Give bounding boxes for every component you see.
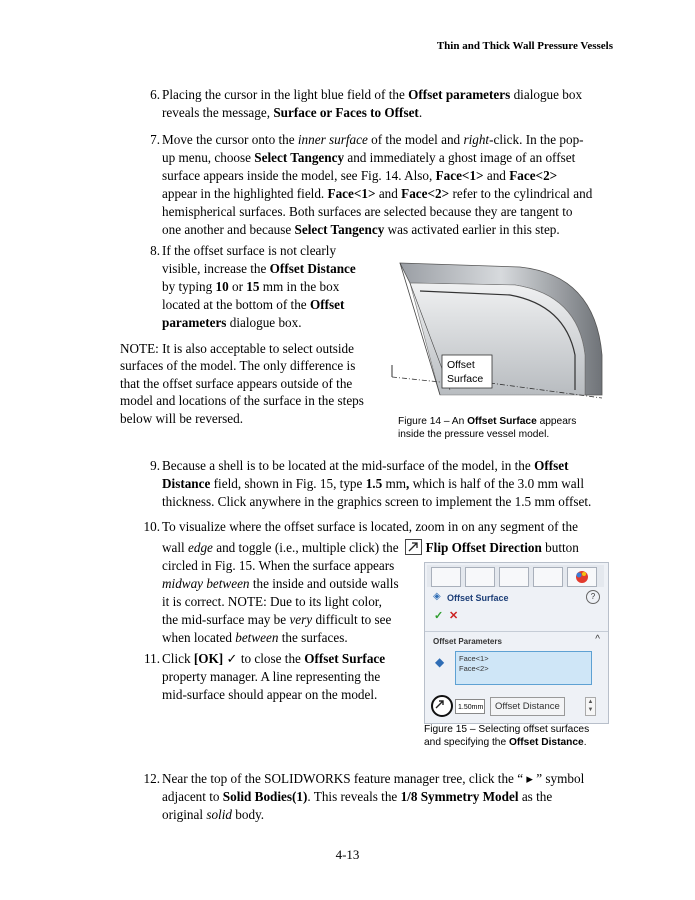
- text: visible, increase the: [162, 261, 270, 276]
- text: Figure 15 – Selecting offset surfaces: [424, 724, 590, 735]
- bold-term: [OK]: [193, 651, 224, 666]
- text: Move the cursor onto the: [162, 132, 298, 147]
- bold-term: Offset Distance: [508, 737, 584, 748]
- bold-term: Solid Bodies(1): [222, 789, 308, 804]
- step-number: 11.: [144, 651, 160, 666]
- text: it is correct. NOTE: Due to its light color,: [162, 594, 382, 609]
- text: which is half of the 3.0 mm wall: [409, 476, 584, 491]
- text: property manager. A line representing the: [162, 669, 381, 684]
- figure-14-pressure-vessel-image: [380, 255, 610, 405]
- bold-term: Select Tangency: [254, 150, 345, 165]
- list-item[interactable]: Face<1>: [459, 654, 489, 663]
- bold-term: Surface or Faces to Offset: [273, 105, 419, 120]
- figure-15-caption: [424, 723, 589, 749]
- text: Placing the cursor in the light blue field of the: [162, 87, 409, 102]
- step-number: 12.: [143, 771, 160, 786]
- feature-manager-tab-icon[interactable]: [431, 567, 461, 587]
- section-divider: [425, 631, 608, 632]
- bold-term: Offset Surface: [467, 416, 537, 427]
- bold-term: Distance: [162, 476, 211, 491]
- bold-term: Flip Offset Direction: [425, 540, 542, 555]
- text: dialogue box: [510, 87, 583, 102]
- selection-arrow-icon: ◆: [435, 655, 445, 669]
- bold-term: Face<1>: [327, 186, 376, 201]
- bold-term: Face<2>: [509, 168, 558, 183]
- text: one another and because: [162, 222, 295, 237]
- text: and: [483, 168, 510, 183]
- text: refer to the cylindrical and: [449, 186, 593, 201]
- italic-term: edge: [188, 540, 213, 555]
- flip-direction-icon: [405, 539, 422, 555]
- bold-term: ,: [405, 476, 410, 491]
- bold-term: Offset parameters: [408, 87, 511, 102]
- text: of the model and: [367, 132, 464, 147]
- text: To visualize where the offset surface is located, zoom in on any segment of the: [162, 519, 578, 534]
- bold-term: Offset Surface: [304, 651, 386, 666]
- text: surface appears inside the model, see Fig. 14. Also,: [162, 168, 436, 183]
- text: the inside and outside walls: [249, 576, 399, 591]
- text: reveals the message,: [162, 105, 274, 120]
- text: appear in the highlighted field.: [162, 186, 328, 201]
- text: the surfaces.: [278, 630, 348, 645]
- text: field, shown in Fig. 15, type: [210, 476, 366, 491]
- help-icon[interactable]: ?: [586, 590, 600, 604]
- bold-term: parameters: [162, 315, 227, 330]
- flip-offset-direction-button[interactable]: [431, 695, 453, 717]
- text: .: [418, 105, 423, 120]
- text: If the offset surface is not clearly: [162, 243, 337, 258]
- text: inside the pressure vessel model.: [398, 429, 550, 440]
- italic-term: solid: [206, 807, 232, 822]
- text: that the offset surface appears outside of the: [120, 375, 353, 391]
- bold-term: Offset Distance: [269, 261, 356, 276]
- bold-term: Select Tangency: [294, 222, 385, 237]
- italic-term: very: [289, 612, 313, 627]
- bold-term: Face<1>: [435, 168, 484, 183]
- italic-term: midway between: [162, 576, 250, 591]
- text: by typing: [162, 279, 216, 294]
- panel-toolbar: [427, 565, 604, 587]
- step-number: 6.: [150, 87, 160, 102]
- display-manager-tab-icon[interactable]: [567, 567, 597, 587]
- panel-title: Offset Surface: [447, 593, 509, 603]
- offset-parameters-header[interactable]: Offset Parameters: [433, 637, 502, 646]
- text: wall: [162, 540, 189, 555]
- distance-spinner[interactable]: ▲ ▼: [585, 697, 596, 716]
- text: when located: [162, 630, 236, 645]
- text: hemispherical surfaces. Both surfaces are selected because they are tangent to: [162, 204, 573, 219]
- text: . This reveals the: [307, 789, 401, 804]
- text: appears: [536, 416, 577, 427]
- text: thickness. Click anywhere in the graphics screen to implement the 1.5 mm offset.: [162, 494, 592, 509]
- bold-term: 1.5: [365, 476, 383, 491]
- bold-term: Face<2>: [401, 186, 450, 201]
- step-number: 10.: [143, 519, 160, 534]
- list-item[interactable]: Face<2>: [459, 664, 489, 673]
- text: mm in the box: [259, 279, 340, 294]
- callout-line: Offset: [447, 359, 475, 371]
- text: mid-surface should appear on the model.: [162, 687, 378, 702]
- bold-term: 10: [215, 279, 229, 294]
- text: located at the bottom of the: [162, 297, 310, 312]
- text: and toggle (i.e., multiple click) the: [212, 540, 399, 555]
- text: dialogue box.: [226, 315, 302, 330]
- chevron-up-icon[interactable]: ^: [595, 634, 600, 645]
- text: and: [375, 186, 402, 201]
- text: surfaces of the model. The only difference is: [120, 358, 356, 374]
- text: mm: [382, 476, 406, 491]
- text: body.: [231, 807, 265, 822]
- bold-term: Offset: [534, 458, 569, 473]
- bold-term: 15: [246, 279, 260, 294]
- text: or: [228, 279, 247, 294]
- running-header: Thin and Thick Wall Pressure Vessels: [436, 40, 613, 52]
- cancel-button[interactable]: ✕: [449, 610, 459, 622]
- page-number: 4-13: [335, 847, 360, 862]
- step-number: 8.: [150, 243, 160, 258]
- text: Click: [162, 651, 194, 666]
- note-paragraph: [120, 340, 380, 427]
- text: model and locations of the surface in the steps: [120, 393, 364, 409]
- step-number: 7.: [150, 132, 160, 147]
- figure-14-callout: [447, 358, 483, 386]
- text: the mid-surface may be: [162, 612, 290, 627]
- text: button: [541, 540, 579, 555]
- offset-distance-tooltip: Offset Distance: [490, 697, 565, 716]
- text: below will be reversed.: [120, 410, 244, 426]
- text: original: [162, 807, 207, 822]
- text: Near the top of the SOLIDWORKS feature manager tree, click the “ ▸ ” symbol: [162, 771, 585, 786]
- text: difficult to see: [312, 612, 392, 627]
- text: .: [583, 737, 587, 748]
- step-number: 9.: [150, 458, 160, 473]
- text: circled in Fig. 15. When the surface appears: [162, 558, 395, 573]
- text: adjacent to: [162, 789, 223, 804]
- italic-term: inner surface: [297, 132, 368, 147]
- faces-selection-list[interactable]: [455, 651, 592, 685]
- offset-surface-icon: ◈: [433, 591, 441, 602]
- text: NOTE: It is also acceptable to select outside: [120, 341, 355, 356]
- bold-term: Offset: [309, 297, 345, 312]
- text: ✓ to close the: [223, 651, 305, 666]
- text: as the: [518, 789, 553, 804]
- ok-button[interactable]: ✓: [434, 610, 444, 622]
- italic-term: between: [235, 630, 279, 645]
- text: was activated earlier in this step.: [384, 222, 560, 237]
- text: and immediately a ghost image of an offset: [344, 150, 576, 165]
- configuration-manager-tab-icon[interactable]: [499, 567, 529, 587]
- text: -click. In the pop-: [489, 132, 584, 147]
- bold-term: 1/8 Symmetry Model: [400, 789, 519, 804]
- offset-distance-input[interactable]: 1.50mm: [455, 699, 485, 714]
- offset-surface-property-manager: [424, 562, 609, 724]
- figure-14-caption: [398, 415, 576, 441]
- text: Because a shell is to be located at the mid-surface of the model, in the: [162, 458, 535, 473]
- dimxpert-tab-icon[interactable]: [533, 567, 563, 587]
- text: up menu, choose: [162, 150, 255, 165]
- italic-term: right: [463, 132, 490, 147]
- text: Figure 14 – An: [398, 416, 468, 427]
- text: and specifying the: [424, 737, 509, 748]
- property-manager-tab-icon[interactable]: [465, 567, 495, 587]
- callout-line: Surface: [447, 373, 484, 385]
